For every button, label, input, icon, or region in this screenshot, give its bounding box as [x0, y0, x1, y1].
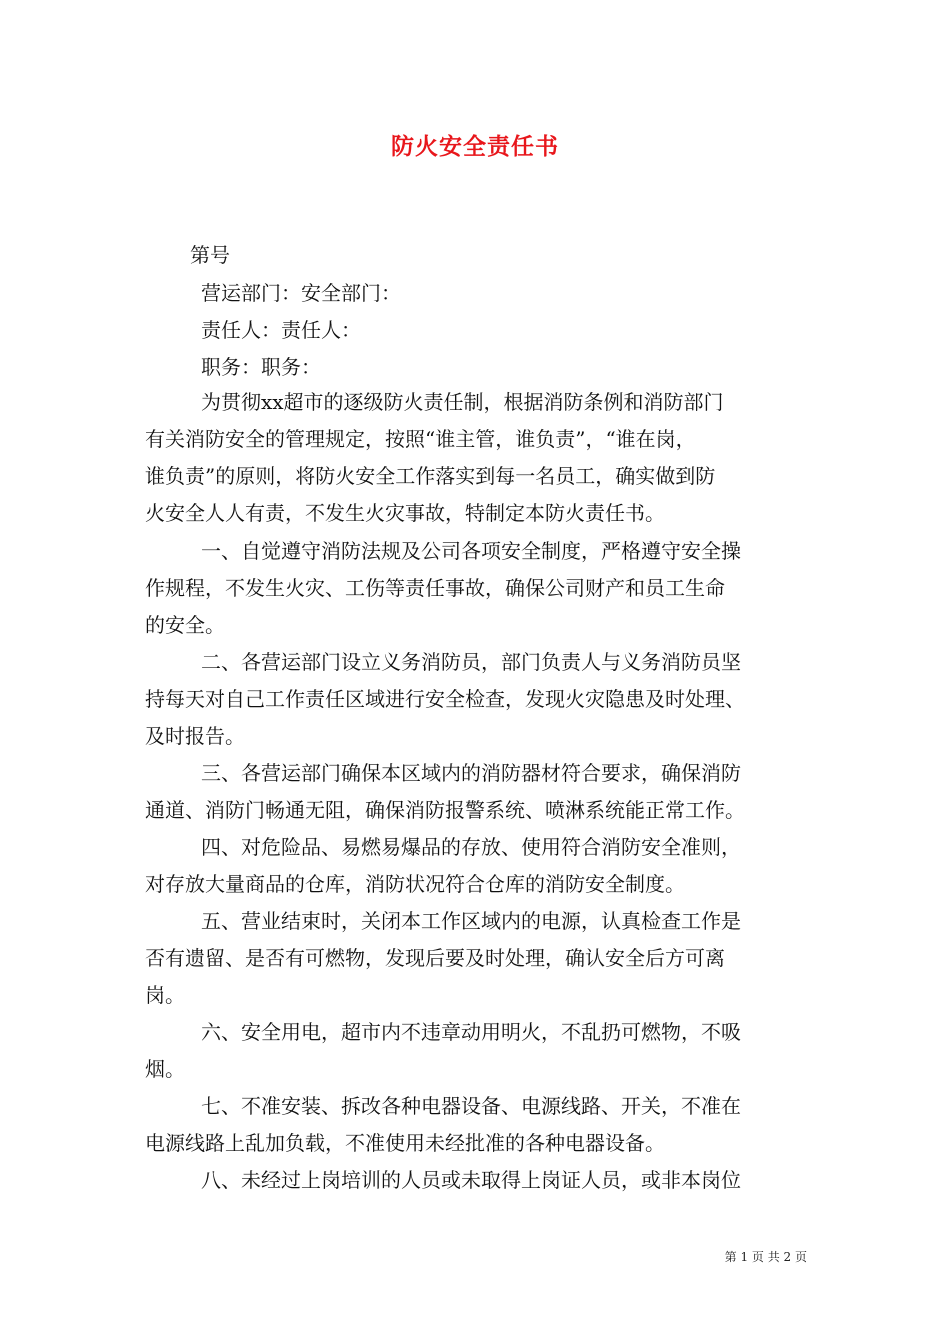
page-title: 防火安全责任书 — [391, 133, 559, 160]
position-field: 职务：职务： — [201, 355, 321, 379]
paragraph-line: 谁负责”的原则，将防火安全工作落实到每一名员工，确实做到防 — [145, 464, 716, 488]
paragraph-line: 一、自觉遵守消防法规及公司各项安全制度，严格遵守安全操 — [201, 539, 741, 563]
paragraph-line: 有关消防安全的管理规定，按照“谁主管，谁负责”，“谁在岗， — [145, 427, 696, 451]
paragraph-line: 持每天对自己工作责任区域进行安全检查，发现火灾隐患及时处理、 — [145, 687, 745, 711]
paragraph-line: 火安全人人有责，不发生火灾事故，特制定本防火责任书。 — [145, 501, 665, 525]
paragraph-line: 四、对危险品、易燃易爆品的存放、使用符合消防安全准则， — [201, 835, 741, 859]
paragraph-line: 岗。 — [145, 983, 185, 1007]
paragraph-line: 为贯彻xx超市的逐级防火责任制，根据消防条例和消防部门 — [201, 390, 724, 414]
responsible-person-field: 责任人：责任人： — [201, 318, 361, 342]
paragraph-line: 通道、消防门畅通无阻，确保消防报警系统、喷淋系统能正常工作。 — [145, 798, 745, 822]
paragraph-line: 的安全。 — [145, 613, 225, 637]
paragraph-line: 八、未经过上岗培训的人员或未取得上岗证人员，或非本岗位 — [201, 1168, 741, 1192]
paragraph-line: 烟。 — [145, 1057, 185, 1081]
paragraph-line: 作规程，不发生火灾、工伤等责任事故，确保公司财产和员工生命 — [145, 576, 725, 600]
paragraph-line: 电源线路上乱加负载，不准使用未经批准的各种电器设备。 — [145, 1131, 665, 1155]
page-indicator: 第 1 页 共 2 页 — [724, 1250, 807, 1264]
document-number-field: 第号 — [190, 243, 230, 267]
paragraph-line: 否有遗留、是否有可燃物，发现后要及时处理，确认安全后方可离 — [145, 946, 725, 970]
paragraph-line: 六、安全用电，超市内不违章动用明火，不乱扔可燃物，不吸 — [201, 1020, 741, 1044]
paragraph-line: 五、营业结束时，关闭本工作区域内的电源，认真检查工作是 — [201, 909, 741, 933]
paragraph-line: 三、各营运部门确保本区域内的消防器材符合要求，确保消防 — [201, 761, 741, 785]
department-field: 营运部门：安全部门： — [201, 281, 401, 305]
paragraph-line: 七、不准安装、拆改各种电器设备、电源线路、开关，不准在 — [201, 1094, 741, 1118]
paragraph-line: 及时报告。 — [145, 724, 245, 748]
paragraph-line: 对存放大量商品的仓库，消防状况符合仓库的消防安全制度。 — [145, 872, 685, 896]
paragraph-line: 二、各营运部门设立义务消防员，部门负责人与义务消防员坚 — [201, 650, 741, 674]
